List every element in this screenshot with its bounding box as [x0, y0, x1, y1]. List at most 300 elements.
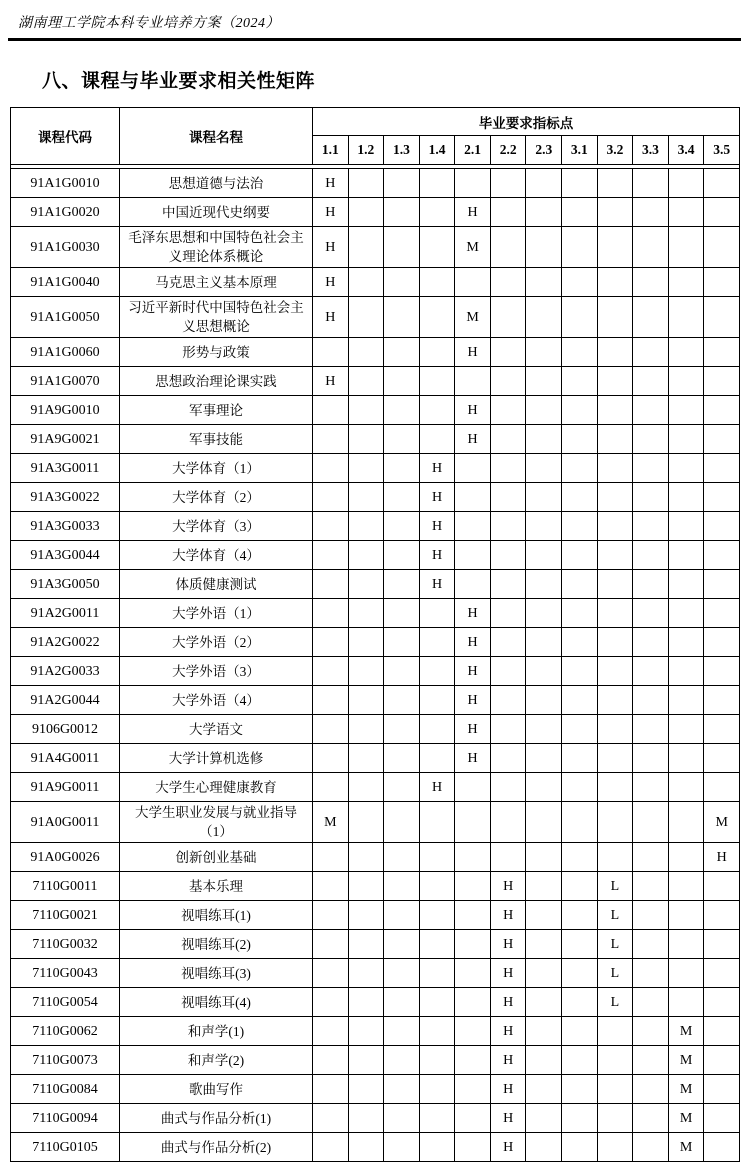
mark-cell-2.3 [526, 843, 562, 872]
mark-cell-3.1 [562, 454, 598, 483]
mark-cell-1.1 [313, 396, 349, 425]
matrix-header [11, 108, 740, 165]
mark-cell-1.2 [348, 454, 384, 483]
course-row [11, 338, 740, 367]
mark-cell-2.2 [490, 541, 526, 570]
course-name: 曲式与作品分析(1) [120, 1104, 313, 1133]
mark-cell-3.3 [633, 930, 669, 959]
mark-cell-2.3 [526, 198, 562, 227]
course-code: 7110G0062 [11, 1017, 120, 1046]
course-name: 思想道德与法治 [120, 169, 313, 198]
mark-cell-3.4 [668, 297, 704, 338]
mark-cell-1.1: H [313, 169, 349, 198]
mark-cell-3.4 [668, 396, 704, 425]
course-code: 7110G0105 [11, 1133, 120, 1162]
mark-cell-1.2 [348, 268, 384, 297]
course-code: 7110G0011 [11, 872, 120, 901]
mark-cell-3.3 [633, 367, 669, 396]
mark-cell-3.5 [704, 268, 740, 297]
mark-cell-1.1 [313, 483, 349, 512]
mark-cell-3.3 [633, 843, 669, 872]
mark-cell-3.3 [633, 1104, 669, 1133]
mark-cell-2.1 [455, 570, 491, 599]
mark-cell-2.1: H [455, 744, 491, 773]
course-code: 91A0G0011 [11, 802, 120, 843]
mark-cell-3.1 [562, 1017, 598, 1046]
mark-cell-1.2 [348, 1075, 384, 1104]
course-code: 91A1G0030 [11, 227, 120, 268]
course-code: 91A2G0022 [11, 628, 120, 657]
mark-cell-1.4 [419, 657, 455, 686]
course-row [11, 872, 740, 901]
course-row [11, 169, 740, 198]
mark-cell-1.4: H [419, 570, 455, 599]
mark-cell-1.2 [348, 483, 384, 512]
mark-cell-1.1 [313, 1046, 349, 1075]
mark-cell-1.4 [419, 1133, 455, 1162]
mark-cell-3.4 [668, 744, 704, 773]
mark-cell-3.3 [633, 599, 669, 628]
mark-cell-1.1 [313, 901, 349, 930]
mark-cell-2.1: H [455, 628, 491, 657]
mark-cell-1.3 [384, 802, 420, 843]
mark-cell-3.4 [668, 930, 704, 959]
mark-cell-3.2 [597, 1017, 633, 1046]
mark-cell-2.3 [526, 227, 562, 268]
mark-cell-1.1 [313, 512, 349, 541]
mark-cell-2.2 [490, 686, 526, 715]
mark-cell-3.3 [633, 1046, 669, 1075]
mark-cell-1.1 [313, 686, 349, 715]
mark-cell-3.1 [562, 930, 598, 959]
mark-cell-3.1 [562, 988, 598, 1017]
mark-cell-3.5 [704, 396, 740, 425]
mark-cell-2.3 [526, 454, 562, 483]
mark-cell-3.4 [668, 367, 704, 396]
mark-cell-1.2 [348, 1104, 384, 1133]
header-indicator-3.2: 3.2 [597, 136, 633, 165]
mark-cell-2.1 [455, 802, 491, 843]
mark-cell-1.4: H [419, 454, 455, 483]
mark-cell-3.5 [704, 901, 740, 930]
mark-cell-2.3 [526, 1017, 562, 1046]
course-row [11, 227, 740, 268]
course-row [11, 268, 740, 297]
mark-cell-3.2 [597, 541, 633, 570]
mark-cell-2.2 [490, 744, 526, 773]
mark-cell-1.4 [419, 1075, 455, 1104]
course-name: 大学外语（4） [120, 686, 313, 715]
mark-cell-2.3 [526, 988, 562, 1017]
matrix-body [11, 165, 740, 1162]
mark-cell-3.4 [668, 715, 704, 744]
mark-cell-2.1 [455, 773, 491, 802]
mark-cell-1.4 [419, 802, 455, 843]
mark-cell-2.3 [526, 628, 562, 657]
course-row [11, 541, 740, 570]
mark-cell-3.2: L [597, 988, 633, 1017]
course-name: 军事理论 [120, 396, 313, 425]
course-code: 91A1G0070 [11, 367, 120, 396]
mark-cell-2.3 [526, 744, 562, 773]
mark-cell-3.3 [633, 715, 669, 744]
mark-cell-3.1 [562, 1133, 598, 1162]
mark-cell-3.5 [704, 872, 740, 901]
course-code: 91A2G0044 [11, 686, 120, 715]
mark-cell-3.5 [704, 1133, 740, 1162]
mark-cell-1.3 [384, 541, 420, 570]
mark-cell-1.4 [419, 367, 455, 396]
course-row [11, 686, 740, 715]
mark-cell-3.2 [597, 512, 633, 541]
mark-cell-3.1 [562, 773, 598, 802]
mark-cell-3.4 [668, 599, 704, 628]
mark-cell-2.2 [490, 657, 526, 686]
course-row [11, 1017, 740, 1046]
mark-cell-1.2 [348, 930, 384, 959]
mark-cell-1.2 [348, 628, 384, 657]
mark-cell-2.2: H [490, 959, 526, 988]
mark-cell-1.3 [384, 297, 420, 338]
mark-cell-2.1: H [455, 396, 491, 425]
mark-cell-2.1: H [455, 686, 491, 715]
mark-cell-1.2 [348, 715, 384, 744]
mark-cell-3.3 [633, 169, 669, 198]
course-row [11, 425, 740, 454]
mark-cell-3.5 [704, 454, 740, 483]
mark-cell-3.2 [597, 715, 633, 744]
course-name: 大学计算机选修 [120, 744, 313, 773]
mark-cell-2.2 [490, 297, 526, 338]
mark-cell-2.1: M [455, 297, 491, 338]
mark-cell-3.5 [704, 686, 740, 715]
mark-cell-1.2 [348, 843, 384, 872]
mark-cell-2.2 [490, 483, 526, 512]
mark-cell-3.5 [704, 1104, 740, 1133]
document-header [8, 0, 741, 41]
mark-cell-3.2: L [597, 872, 633, 901]
mark-cell-1.3 [384, 483, 420, 512]
mark-cell-2.3 [526, 541, 562, 570]
mark-cell-3.5 [704, 773, 740, 802]
mark-cell-1.2 [348, 367, 384, 396]
mark-cell-2.3 [526, 169, 562, 198]
mark-cell-1.3 [384, 657, 420, 686]
mark-cell-3.4 [668, 512, 704, 541]
mark-cell-3.3 [633, 297, 669, 338]
course-code: 7110G0054 [11, 988, 120, 1017]
mark-cell-3.4 [668, 901, 704, 930]
mark-cell-3.2 [597, 425, 633, 454]
mark-cell-3.5 [704, 169, 740, 198]
course-name: 中国近现代史纲要 [120, 198, 313, 227]
mark-cell-2.2 [490, 570, 526, 599]
course-row [11, 715, 740, 744]
header-indicator-2.2: 2.2 [490, 136, 526, 165]
mark-cell-3.2: L [597, 959, 633, 988]
course-code: 91A0G0026 [11, 843, 120, 872]
mark-cell-3.4 [668, 338, 704, 367]
mark-cell-2.1 [455, 1046, 491, 1075]
mark-cell-3.1 [562, 268, 598, 297]
mark-cell-2.3 [526, 901, 562, 930]
mark-cell-1.4 [419, 901, 455, 930]
mark-cell-1.2 [348, 512, 384, 541]
mark-cell-2.1: H [455, 338, 491, 367]
course-name: 形势与政策 [120, 338, 313, 367]
mark-cell-2.2: H [490, 1017, 526, 1046]
course-name: 大学外语（3） [120, 657, 313, 686]
mark-cell-3.3 [633, 628, 669, 657]
mark-cell-3.1 [562, 959, 598, 988]
mark-cell-1.3 [384, 1133, 420, 1162]
mark-cell-1.3 [384, 425, 420, 454]
mark-cell-3.5 [704, 541, 740, 570]
mark-cell-1.1: H [313, 297, 349, 338]
mark-cell-3.3 [633, 802, 669, 843]
mark-cell-3.2 [597, 198, 633, 227]
mark-cell-3.5 [704, 367, 740, 396]
mark-cell-2.2: H [490, 1075, 526, 1104]
mark-cell-3.1 [562, 169, 598, 198]
mark-cell-3.1 [562, 715, 598, 744]
course-name: 大学生职业发展与就业指导（1） [120, 802, 313, 843]
mark-cell-3.4 [668, 657, 704, 686]
mark-cell-1.4: H [419, 773, 455, 802]
mark-cell-3.1 [562, 338, 598, 367]
mark-cell-3.1 [562, 599, 598, 628]
mark-cell-2.3 [526, 773, 562, 802]
mark-cell-3.3 [633, 1017, 669, 1046]
mark-cell-2.2: H [490, 1133, 526, 1162]
mark-cell-2.1: H [455, 657, 491, 686]
mark-cell-3.3 [633, 570, 669, 599]
mark-cell-2.3 [526, 396, 562, 425]
header-indicator-3.5: 3.5 [704, 136, 740, 165]
course-code: 7110G0073 [11, 1046, 120, 1075]
mark-cell-1.2 [348, 1133, 384, 1162]
mark-cell-1.3 [384, 1017, 420, 1046]
mark-cell-3.3 [633, 512, 669, 541]
mark-cell-1.2 [348, 396, 384, 425]
course-name: 歌曲写作 [120, 1075, 313, 1104]
matrix-header-row-1 [11, 108, 740, 136]
course-row [11, 454, 740, 483]
mark-cell-3.4: M [668, 1017, 704, 1046]
mark-cell-3.3 [633, 454, 669, 483]
course-row [11, 843, 740, 872]
header-course-name: 课程名程 [120, 108, 313, 165]
course-code: 7110G0094 [11, 1104, 120, 1133]
mark-cell-1.4 [419, 396, 455, 425]
mark-cell-3.1 [562, 198, 598, 227]
mark-cell-3.1 [562, 483, 598, 512]
mark-cell-1.4 [419, 297, 455, 338]
mark-cell-1.3 [384, 268, 420, 297]
mark-cell-3.2 [597, 454, 633, 483]
mark-cell-3.1 [562, 872, 598, 901]
document-header-text: 湖南理工学院本科专业培养方案（2024） [18, 16, 280, 31]
course-row [11, 367, 740, 396]
mark-cell-1.3 [384, 1046, 420, 1075]
mark-cell-1.4 [419, 744, 455, 773]
mark-cell-1.4 [419, 198, 455, 227]
mark-cell-3.5 [704, 628, 740, 657]
mark-cell-2.1 [455, 1133, 491, 1162]
header-indicator-2.1: 2.1 [455, 136, 491, 165]
mark-cell-1.3 [384, 901, 420, 930]
mark-cell-1.3 [384, 628, 420, 657]
mark-cell-2.2 [490, 367, 526, 396]
course-row [11, 512, 740, 541]
mark-cell-1.4 [419, 930, 455, 959]
mark-cell-3.5 [704, 1075, 740, 1104]
mark-cell-3.1 [562, 843, 598, 872]
course-row [11, 930, 740, 959]
mark-cell-1.4 [419, 988, 455, 1017]
mark-cell-3.3 [633, 227, 669, 268]
mark-cell-3.2 [597, 657, 633, 686]
mark-cell-1.2 [348, 1017, 384, 1046]
course-code: 91A1G0020 [11, 198, 120, 227]
mark-cell-1.1 [313, 541, 349, 570]
mark-cell-3.4 [668, 959, 704, 988]
mark-cell-1.2 [348, 901, 384, 930]
course-name: 和声学(1) [120, 1017, 313, 1046]
mark-cell-1.3 [384, 1104, 420, 1133]
mark-cell-3.1 [562, 686, 598, 715]
mark-cell-3.5: M [704, 802, 740, 843]
course-name: 毛泽东思想和中国特色社会主义理论体系概论 [120, 227, 313, 268]
mark-cell-3.1 [562, 802, 598, 843]
mark-cell-2.2 [490, 773, 526, 802]
mark-cell-2.3 [526, 570, 562, 599]
course-name: 大学外语（2） [120, 628, 313, 657]
course-code: 7110G0021 [11, 901, 120, 930]
mark-cell-3.4: M [668, 1104, 704, 1133]
mark-cell-2.3 [526, 1133, 562, 1162]
mark-cell-3.2 [597, 1075, 633, 1104]
mark-cell-1.4 [419, 227, 455, 268]
mark-cell-1.3 [384, 843, 420, 872]
mark-cell-3.4 [668, 628, 704, 657]
mark-cell-3.4 [668, 773, 704, 802]
header-indicator-1.1: 1.1 [313, 136, 349, 165]
course-code: 9106G0012 [11, 715, 120, 744]
mark-cell-1.4 [419, 628, 455, 657]
course-row [11, 959, 740, 988]
course-name: 视唱练耳(2) [120, 930, 313, 959]
mark-cell-2.2 [490, 338, 526, 367]
mark-cell-3.4: M [668, 1046, 704, 1075]
mark-cell-3.2 [597, 843, 633, 872]
mark-cell-3.1 [562, 1075, 598, 1104]
mark-cell-2.1: H [455, 198, 491, 227]
mark-cell-1.1: H [313, 227, 349, 268]
mark-cell-3.3 [633, 988, 669, 1017]
mark-cell-2.3 [526, 930, 562, 959]
course-code: 91A1G0040 [11, 268, 120, 297]
mark-cell-1.1 [313, 599, 349, 628]
mark-cell-2.1 [455, 1017, 491, 1046]
mark-cell-3.2 [597, 599, 633, 628]
mark-cell-3.4 [668, 570, 704, 599]
course-name: 大学外语（1） [120, 599, 313, 628]
mark-cell-3.4 [668, 872, 704, 901]
mark-cell-1.2 [348, 1046, 384, 1075]
mark-cell-2.2 [490, 169, 526, 198]
mark-cell-3.2 [597, 367, 633, 396]
mark-cell-2.2 [490, 715, 526, 744]
mark-cell-2.2 [490, 843, 526, 872]
mark-cell-3.1 [562, 570, 598, 599]
course-name: 体质健康测试 [120, 570, 313, 599]
course-name: 曲式与作品分析(2) [120, 1133, 313, 1162]
mark-cell-2.1 [455, 988, 491, 1017]
mark-cell-2.1: H [455, 425, 491, 454]
mark-cell-1.4 [419, 1017, 455, 1046]
mark-cell-3.4 [668, 198, 704, 227]
course-requirement-matrix [10, 107, 740, 1162]
mark-cell-2.1 [455, 959, 491, 988]
mark-cell-1.1 [313, 570, 349, 599]
mark-cell-1.3 [384, 959, 420, 988]
mark-cell-3.1 [562, 628, 598, 657]
mark-cell-3.1 [562, 541, 598, 570]
mark-cell-1.1 [313, 657, 349, 686]
mark-cell-3.3 [633, 338, 669, 367]
mark-cell-3.2: L [597, 901, 633, 930]
mark-cell-3.5 [704, 297, 740, 338]
mark-cell-2.1 [455, 901, 491, 930]
mark-cell-1.4 [419, 872, 455, 901]
course-code: 7110G0043 [11, 959, 120, 988]
mark-cell-1.4 [419, 338, 455, 367]
header-indicator-1.4: 1.4 [419, 136, 455, 165]
mark-cell-1.1: H [313, 367, 349, 396]
mark-cell-2.2 [490, 268, 526, 297]
mark-cell-3.3 [633, 657, 669, 686]
mark-cell-2.2 [490, 802, 526, 843]
course-row [11, 802, 740, 843]
header-indicator-group: 毕业要求指标点 [313, 108, 740, 136]
mark-cell-1.3 [384, 512, 420, 541]
mark-cell-3.1 [562, 1104, 598, 1133]
mark-cell-2.1 [455, 541, 491, 570]
course-row [11, 1104, 740, 1133]
mark-cell-3.5 [704, 744, 740, 773]
mark-cell-3.1 [562, 1046, 598, 1075]
mark-cell-3.4 [668, 483, 704, 512]
course-row [11, 396, 740, 425]
mark-cell-3.2 [597, 686, 633, 715]
mark-cell-2.2 [490, 628, 526, 657]
mark-cell-3.4 [668, 454, 704, 483]
course-name: 大学体育（2） [120, 483, 313, 512]
mark-cell-2.1 [455, 367, 491, 396]
mark-cell-1.3 [384, 773, 420, 802]
mark-cell-3.1 [562, 297, 598, 338]
mark-cell-3.5 [704, 198, 740, 227]
header-indicator-1.3: 1.3 [384, 136, 420, 165]
course-name: 大学语文 [120, 715, 313, 744]
mark-cell-2.3 [526, 367, 562, 396]
mark-cell-1.2 [348, 338, 384, 367]
mark-cell-3.3 [633, 901, 669, 930]
mark-cell-3.3 [633, 959, 669, 988]
course-row [11, 297, 740, 338]
mark-cell-1.4 [419, 1046, 455, 1075]
